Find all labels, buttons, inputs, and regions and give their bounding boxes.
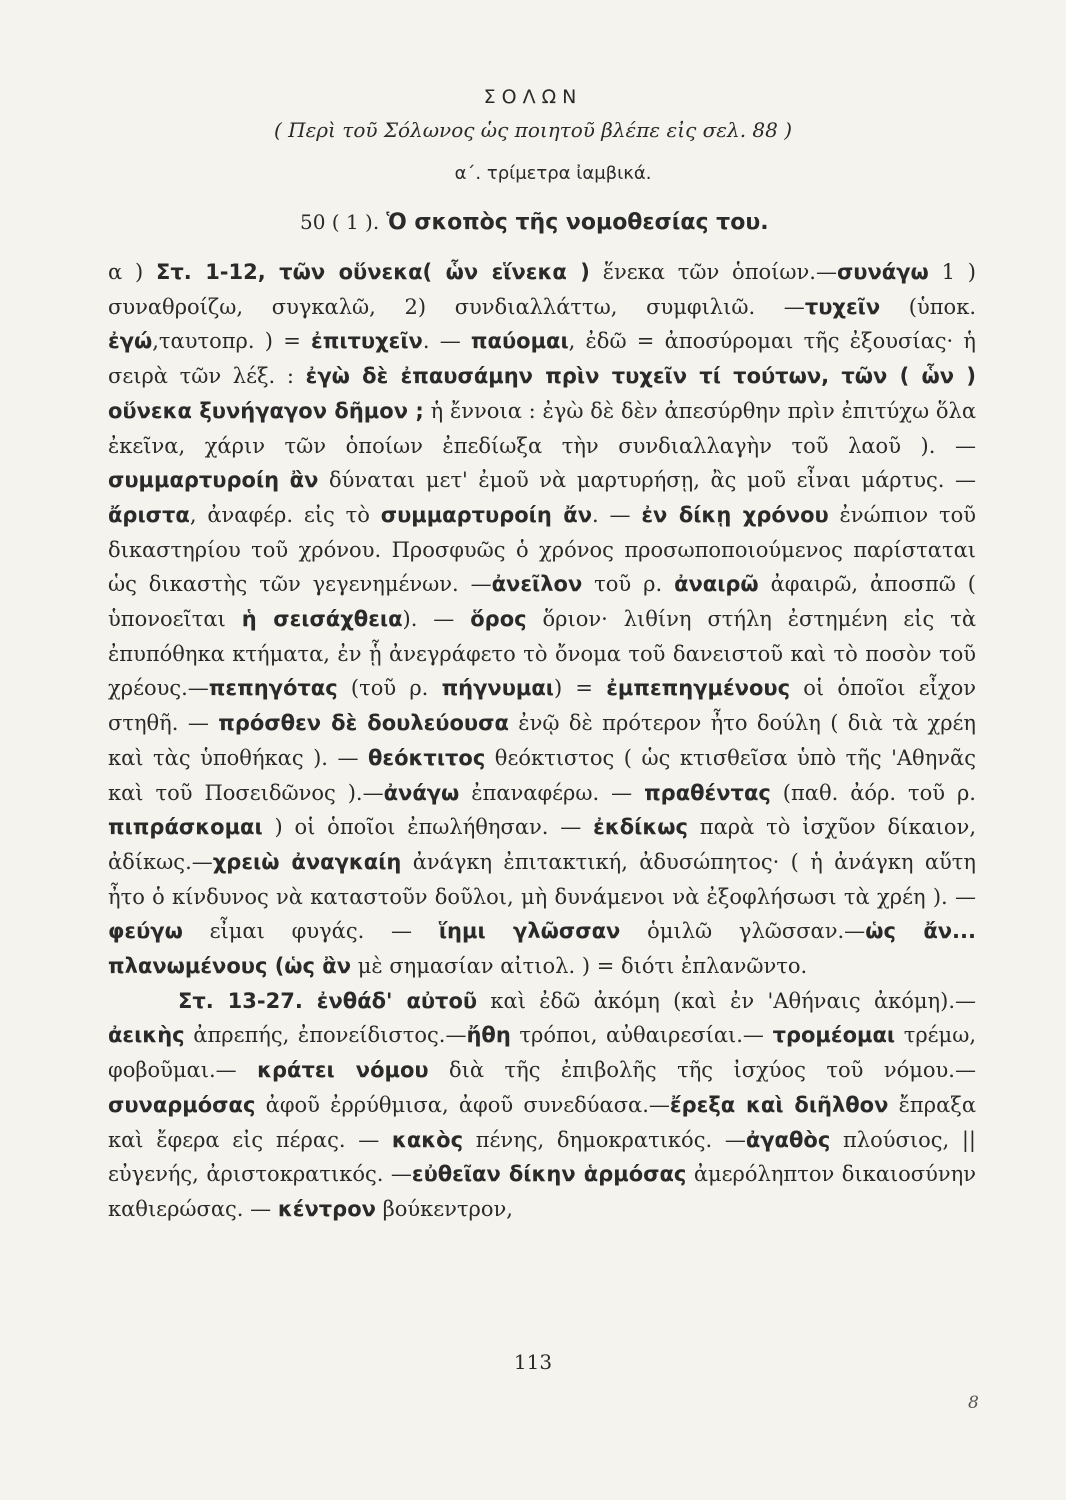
- section-number: 50 ( 1 ).: [300, 210, 380, 234]
- gloss-text: διὰ τῆς ἐπιβολῆς τῆς ἰσχύος τοῦ νόμου.—: [428, 1058, 976, 1083]
- section-title: Ὁ σκοπὸς τῆς νομοθεσίας του.: [386, 210, 769, 235]
- lemma-term: χρειὼ ἀναγκαίη: [212, 849, 402, 874]
- gloss-text: ὅριον· λιθίνη στήλη ἐστημένη εἰς τὰ ἐπυπόθηκα κτήματα, ἐν ᾗ ἀνεγράφετο τὸ ὄνομα τοῦ δανειστοῦ καὶ τὸ ποσὸν τοῦ χρέους.—: [108, 607, 977, 701]
- lemma-term: ἔρεξα καὶ διῆλθον: [669, 1092, 889, 1117]
- gloss-text: πένης, δημοκρατικός. —: [463, 1127, 746, 1152]
- gloss-text: ἀφαιρῶ, ἀποσπῶ ( ὑπονοεῖται: [108, 572, 976, 632]
- lemma-term: θεόκτιτος: [367, 745, 486, 770]
- gloss-text: τρέμω, φοβοῦμαι.—: [108, 1023, 976, 1083]
- lemma-term: κράτει νόμου: [257, 1058, 429, 1083]
- gloss-text: παρὰ τὸ ἰσχῦον δίκαιον, ἀδίκως.—: [108, 815, 976, 874]
- gloss-text: ,ταυτοπρ. ) =: [152, 329, 312, 354]
- lemma-term: τρομέομαι: [772, 1023, 896, 1048]
- paragraph: [108, 984, 976, 1227]
- gloss-text: ἕνεκα τῶν ὁποίων.—: [589, 260, 837, 284]
- lemma-term: ἀναιρῶ: [674, 572, 759, 597]
- gloss-text: ) =: [553, 676, 607, 701]
- gloss-text: ἐπαναφέρω. —: [459, 780, 645, 805]
- gloss-text: ἀπρεπής, ἐπονείδιστος.—: [184, 1023, 467, 1048]
- gloss-text: τρόποι, αὐθαιρεσίαι.—: [510, 1023, 773, 1048]
- commentary-body: [108, 255, 976, 1227]
- lemma-term: παύομαι: [470, 329, 569, 354]
- lemma-term: ἀνάγω: [383, 780, 460, 805]
- gloss-text: εἶμαι φυγάς. —: [182, 919, 439, 944]
- gloss-text: δύναται μετ' ἐμοῦ νὰ μαρτυρήσῃ, ἂς μοῦ εἶναι μάρτυς. —: [318, 468, 976, 493]
- lemma-term: ἀνεῖλον: [491, 572, 583, 597]
- gloss-text: . —: [592, 502, 642, 527]
- lemma-term: ἤθη: [466, 1023, 511, 1048]
- gloss-text: (παθ. ἀόρ. τοῦ ρ.: [770, 780, 976, 805]
- gloss-text: καὶ ἐδῶ ἀκόμη (καὶ ἐν 'Αθήναις ἀκόμη).—: [477, 988, 976, 1013]
- gloss-text: [279, 468, 290, 492]
- gloss-text: ἀνάγκη ἐπιτακτική, ἀδυσώπητος· ( ἡ ἀνάγκη αὕτη ἦτο ὁ κίνδυνος νὰ καταστοῦν δοῦλοι, μὴ δυνάμενοι νὰ ἐξοφλήσωσι τὰ χρέη ). —: [108, 849, 976, 909]
- gloss-text: (ὑποκ.: [880, 294, 976, 319]
- lemma-term: ἵημι γλῶσσαν: [438, 919, 621, 944]
- gloss-text: , ἀναφέρ. εἰς τὸ: [189, 502, 381, 527]
- page-subtitle: ( Περὶ τοῦ Σόλωνος ὡς ποιητοῦ βλέπε εἰς σελ. 88 ): [273, 118, 793, 142]
- lemma-term: ἄριστα: [108, 502, 190, 527]
- gloss-text: ἀμερόληπτον δικαιοσύνην καθιερώσας. —: [108, 1162, 976, 1221]
- gloss-text: πλούσιος, || εὐγενής, ἀριστοκρατικός. —: [108, 1127, 976, 1187]
- gloss-text: ) οἱ ὁποῖοι ἐπωλήθησαν. —: [262, 815, 594, 840]
- lemma-term: ἐγὼ δὲ ἐπαυσάμην πρὶν τυχεῖν τί τούτων, τῶν ( ὧν ) οὕνεκα ξυνήγαγον δῆμον ;: [108, 364, 976, 423]
- gloss-text: ἡ ἔννοια : ἐγὼ δὲ δὲν ἀπεσύρθην πρὶν ἐπιτύχω ὅλα ἐκεῖνα, χάριν τῶν ὁποίων ἐπεδίωξα τὴν συνδιαλλαγὴν τοῦ λαοῦ ). —: [108, 398, 976, 458]
- lemma-term: πήγνυμαι: [441, 676, 554, 701]
- gloss-text: , ἐδῶ = ἀποσύρομαι τῆς ἐξουσίας· ἡ σειρὰ τῶν λέξ. :: [108, 329, 976, 389]
- lemma-term: Στ. 1-12, τῶν οὕνεκα( ὧν εἵνεκα ): [156, 260, 590, 284]
- lemma-term: ἐκδίκως: [593, 815, 688, 840]
- gloss-text: μὲ σημασίαν αἰτιολ. ) = διότι ἐπλανῶντο.: [351, 954, 808, 979]
- gloss-text: 1 ) συναθροίζω, συγκαλῶ, 2) συνδιαλλάττω, συμφιλιῶ. —: [108, 260, 976, 319]
- gloss-text: (τοῦ ρ.: [337, 676, 442, 701]
- lemma-term: πεπηγότας: [208, 676, 338, 701]
- gloss-text: . —: [422, 329, 471, 354]
- paragraph: [108, 255, 976, 984]
- lemma-term: φεύγω: [108, 919, 183, 944]
- lemma-term: κέντρον: [277, 1196, 376, 1221]
- lemma-term: συμμαρτυροίη: [108, 468, 280, 493]
- subsection-heading: α΄. τρίμετρα ἰαμβικά.: [454, 163, 652, 184]
- lemma-term: ἐπιτυχεῖν: [311, 329, 423, 354]
- gloss-text: ἐνώπιον τοῦ δικαστηρίου τοῦ χρόνου. Προσφυῶς ὁ χρόνος προσωποποιούμενος παρίσταται ὡς δικαστὴς τῶν γεγενημένων. —: [108, 502, 977, 597]
- lemma-term: ἡ σεισάχθεια: [241, 607, 403, 632]
- gloss-text: οἱ ὁποῖοι εἶχον στηθῆ. —: [108, 676, 976, 736]
- lemma-term: ἐμπεπηγμένους: [606, 676, 791, 701]
- lemma-term: ἐγώ: [108, 329, 153, 354]
- gloss-text: ἔπραξα καὶ ἔφερα εἰς πέρας. —: [108, 1092, 976, 1152]
- gloss-text: τοῦ ρ.: [582, 572, 675, 597]
- lemma-term: τυχεῖν: [804, 294, 881, 319]
- lemma-term: κακὸς: [391, 1127, 464, 1152]
- lemma-term: πιπράσκομαι: [108, 815, 263, 840]
- page-number: 113: [513, 1350, 553, 1374]
- lemma-term: συνάγω: [836, 260, 929, 284]
- gloss-text: ἀφοῦ ἐρρύθμισα, ἀφοῦ συνεδύασα.—: [255, 1092, 670, 1117]
- gloss-text: ὁμιλῶ γλῶσσαν.—: [620, 919, 866, 944]
- lemma-term: συναρμόσας: [108, 1092, 256, 1117]
- lemma-term: συμμαρτυροίη ἄν: [380, 502, 592, 527]
- lemma-term: εὐθεῖαν δίκην ἁρμόσας: [411, 1162, 687, 1187]
- lemma-term: πραθέντας: [644, 780, 771, 805]
- lemma-term: ὡς ἄν... πλανωμένους (ὡς ἂν: [108, 919, 976, 979]
- page-title: ΣΟΛΩΝ: [483, 86, 583, 108]
- gloss-text: ). —: [402, 607, 471, 632]
- lemma-term: ἂν: [289, 468, 319, 493]
- lemma-term: ἀγαθὸς: [745, 1127, 831, 1152]
- lemma-term: Στ. 13-27. ἐνθάδ' αὐτοῦ: [178, 988, 478, 1013]
- lemma-term: πρόσθεν δὲ δουλεύουσα: [218, 711, 509, 736]
- gloss-text: βούκεντρον,: [375, 1196, 513, 1221]
- gloss-text: ἐνῷ δὲ πρότερον ἦτο δούλη ( διὰ τὰ χρέη καὶ τὰς ὑποθήκας ). —: [108, 711, 977, 770]
- section-heading: [300, 210, 769, 235]
- gloss-text: θεόκτιστος ( ὡς κτισθεῖσα ὑπὸ τῆς 'Αθηνᾶς καὶ τοῦ Ποσειδῶνος ).—: [108, 745, 976, 805]
- corner-number: 8: [968, 1393, 979, 1413]
- lemma-term: ἐν δίκῃ χρόνου: [641, 502, 829, 527]
- lemma-term: ἀεικὴς: [108, 1023, 185, 1048]
- gloss-text: α ): [108, 260, 157, 284]
- lemma-term: ὅρος: [470, 607, 527, 632]
